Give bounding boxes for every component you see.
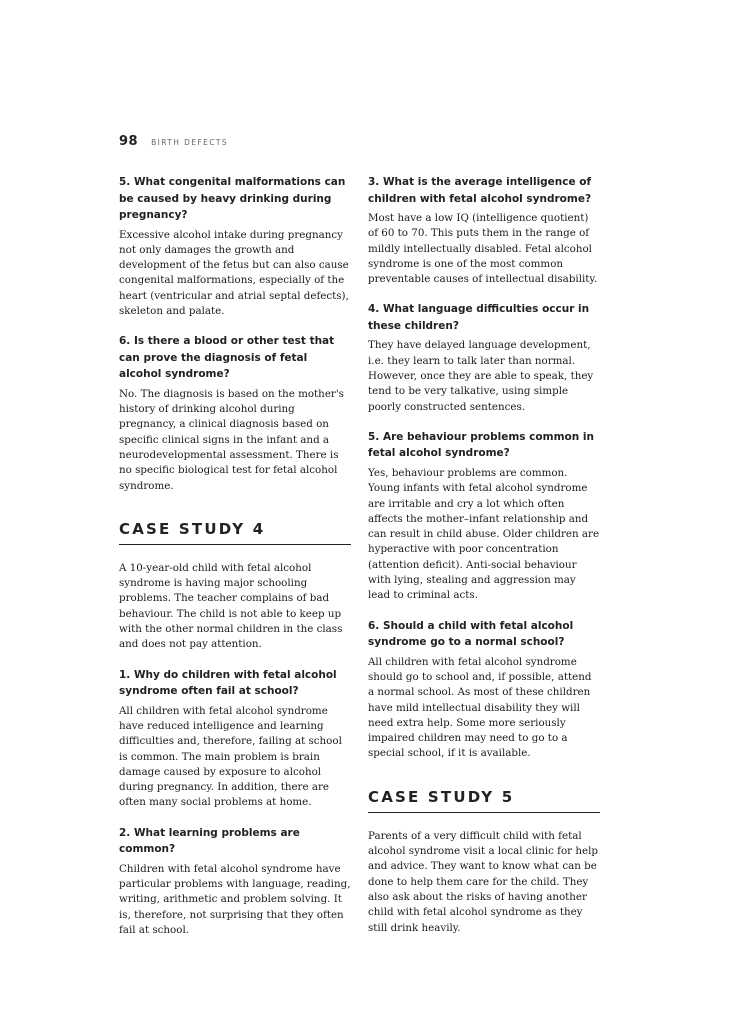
question-heading: 2. What learning problems are common?	[119, 826, 300, 856]
case-study-title: CASE STUDY 5	[368, 788, 600, 813]
right-column	[368, 174, 600, 950]
answer-text: Children with fetal alcohol syndrome have particular problems with language, reading, writing, arithmetic and problem solving. It is, therefore, not surprising that they often fail at school.	[119, 862, 351, 936]
answer-text: Excessive alcohol intake during pregnancy not only damages the growth and development of the fetus but can also cause congenital malformations, especially of the heart (ventricular and atrial septal defects), skeleton and palate.	[119, 228, 349, 317]
left-column	[119, 174, 351, 952]
answer-text: Yes, behaviour problems are common. Young infants with fetal alcohol syndrome are irritable and cry a lot which often affects the mother–infant relationship and can result in child abuse. Older children are hyperactive with poor concentration (attention deficit). Anti-social behaviour with lying, stealing and aggression may lead to criminal acts.	[368, 466, 600, 602]
question-heading: 5. What congenital malformations can be caused by heavy drinking during pregnancy?	[119, 176, 346, 221]
question-heading: 4. What language difficulties occur in these children?	[368, 303, 590, 332]
case-study-intro: Parents of a very difficult child with fetal alcohol syndrome visit a local clinic for help and advice. They want to know what can be done to help them care for the child. They also ask about the risks of having another child with fetal alcohol syndrome as they still drink heavily.	[368, 829, 598, 934]
answer-text: Most have a low IQ (intelligence quotient) of 60 to 70. This puts them in the range of mildly intellectually disabled. Fetal alcohol syndrome is one of the most common preventable causes of intellectual disability.	[368, 212, 598, 286]
case-study-title: CASE STUDY 4	[119, 520, 351, 545]
answer-text: All children with fetal alcohol syndrome should go to school and, if possible, attend a normal school. As most of these children have mild intellectual disability they will need extra help. Some more seriously impaired children may need to go to a special school, if it is available.	[368, 655, 592, 760]
question-heading: 5. Are behaviour problems common in fetal alcohol syndrome?	[368, 430, 594, 460]
running-head: BIRTH DEFECTS	[151, 138, 229, 147]
page-header	[119, 134, 228, 149]
question-heading: 1. Why do children with fetal alcohol syndrome often fail at school?	[119, 668, 337, 698]
answer-text: All children with fetal alcohol syndrome have reduced intelligence and learning difficulties and, therefore, failing at school is common. The main problem is brain damage caused by exposure to alcohol during pregnancy. In addition, there are often many social problems at home.	[119, 704, 342, 809]
page-number: 98	[119, 134, 139, 149]
question-heading: 6. Should a child with fetal alcohol syndrome go to a normal school?	[368, 619, 574, 649]
question-heading: 6. Is there a blood or other test that can prove the diagnosis of fetal alcohol syndrome?	[119, 335, 335, 381]
answer-text: No. The diagnosis is based on the mother's history of drinking alcohol during pregnancy, a clinical diagnosis based on specific clinical signs in the infant and a neurodevelopmental assessment. There is no specific biological test for fetal alcohol syndrome.	[119, 387, 344, 492]
question-heading: 3. What is the average intelligence of children with fetal alcohol syndrome?	[368, 176, 592, 205]
answer-text: They have delayed language development, i.e. they learn to talk later than normal. However, once they are able to speak, they tend to be very talkative, using simple poorly constructed sentences.	[368, 339, 594, 413]
case-study-intro: A 10-year-old child with fetal alcohol syndrome is having major schooling problems. The teacher complains of bad behaviour. The child is not able to keep up with the other normal children in the class and does not pay attention.	[119, 561, 343, 651]
